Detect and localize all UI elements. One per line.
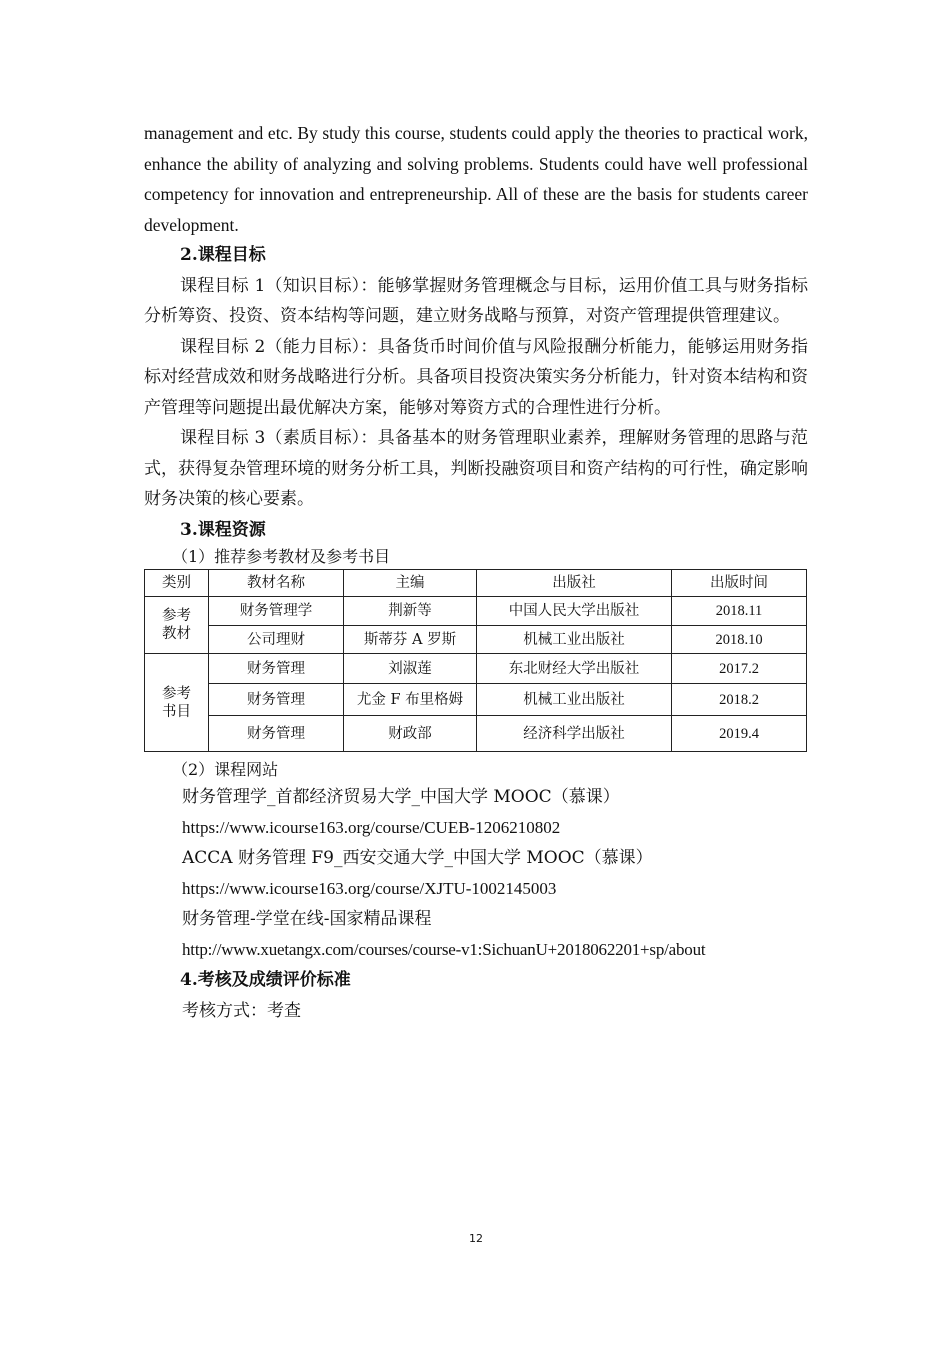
- header-publish-date: 出版时间: [672, 570, 807, 597]
- cell-publisher: 机械工业出版社: [477, 626, 672, 654]
- group-label-textbooks: 参考 教材: [145, 597, 209, 654]
- cell-editor: 荆新等: [344, 597, 477, 626]
- cell-editor: 尤金 F 布里格姆: [344, 684, 477, 716]
- cell-book-name: 财务管理: [209, 684, 344, 716]
- cell-publisher: 中国人民大学出版社: [477, 597, 672, 626]
- cell-editor: 斯蒂芬 A 罗斯: [344, 626, 477, 654]
- group-label-reference-books: 参考 书目: [145, 654, 209, 752]
- cell-publish-date: 2018.11: [672, 597, 807, 626]
- website-link-xuetang[interactable]: http://www.xuetangx.com/courses/course-v1:SichuanU+2018062201+sp/about: [182, 939, 706, 959]
- table-row: [145, 684, 807, 716]
- section-2-heading: 2.课程目标: [180, 245, 266, 265]
- website-link-xjtu[interactable]: https://www.icourse163.org/course/XJTU-1002145003: [182, 878, 557, 898]
- cell-book-name: 财务管理: [209, 654, 344, 684]
- cell-publish-date: 2019.4: [672, 716, 807, 752]
- header-category: 类别: [145, 570, 209, 597]
- assessment-method: 考核方式：考查: [182, 1000, 301, 1021]
- cell-publisher: 经济科学出版社: [477, 716, 672, 752]
- cell-book-name: 财务管理学: [209, 597, 344, 626]
- cell-editor: 刘淑莲: [344, 654, 477, 684]
- website-title-xjtu: ACCA 财务管理 F9_西安交通大学_中国大学 MOOC（慕课）: [182, 848, 653, 868]
- website-title-cueb: 财务管理学_首都经济贸易大学_中国大学 MOOC（慕课）: [182, 787, 620, 807]
- cell-publish-date: 2018.2: [672, 684, 807, 716]
- table-row: [145, 716, 807, 752]
- header-publisher: 出版社: [477, 570, 672, 597]
- cell-publisher: 东北财经大学出版社: [477, 654, 672, 684]
- section-3-heading: 3.课程资源: [180, 519, 266, 540]
- cell-publish-date: 2017.2: [672, 654, 807, 684]
- cell-publisher: 机械工业出版社: [477, 684, 672, 716]
- section-4-heading: 4.考核及成绩评价标准: [180, 970, 351, 990]
- cell-editor: 财政部: [344, 716, 477, 752]
- course-goal-2: 课程目标 2（能力目标）：具备货币时间价值与风险报酬分析能力，能够运用财务指标对经营成效和财务战略进行分析。具备项目投资决策实务分析能力，针对资本结构和资产管理等问题提出最优解决方案，能够对筹资方式的合理性进行分析。: [144, 336, 808, 418]
- table-row: [145, 597, 807, 626]
- course-goal-3: 课程目标 3（素质目标）：具备基本的财务管理职业素养，理解财务管理的思路与范式，获得复杂管理环境的财务分析工具，判断投融资项目和资产结构的可行性，确定影响财务决策的核心要素。: [144, 428, 808, 509]
- course-goal-1: 课程目标 1（知识目标）：能够掌握财务管理概念与目标，运用价值工具与财务指标分析筹资、投资、资本结构等问题，建立财务战略与预算，对资产管理提供管理建议。: [144, 275, 808, 326]
- cell-book-name: 公司理财: [209, 626, 344, 654]
- website-caption: （2）课程网站: [172, 760, 279, 779]
- intro-paragraph: management and etc. By study this course, students could apply the theories to practical work, enhance the ability of analyzing and solving problems. Students could have well professional competency for innovation and entrepreneurship. All of these are the basis for students career development.: [144, 123, 808, 235]
- website-link-cueb[interactable]: https://www.icourse163.org/course/CUEB-1206210802: [182, 817, 561, 837]
- table-row: [145, 626, 807, 654]
- reference-table: [144, 569, 807, 752]
- page-number: 12: [469, 1232, 483, 1245]
- website-title-xuetang: 财务管理-学堂在线-国家精品课程: [182, 909, 432, 929]
- cell-publish-date: 2018.10: [672, 626, 807, 654]
- table-header-row: [145, 570, 807, 597]
- table-row: [145, 654, 807, 684]
- header-book-name: 教材名称: [209, 570, 344, 597]
- header-editor: 主编: [344, 570, 477, 597]
- cell-book-name: 财务管理: [209, 716, 344, 752]
- page-content: [144, 118, 808, 1026]
- table-caption: （1）推荐参考教材及参考书目: [172, 547, 391, 566]
